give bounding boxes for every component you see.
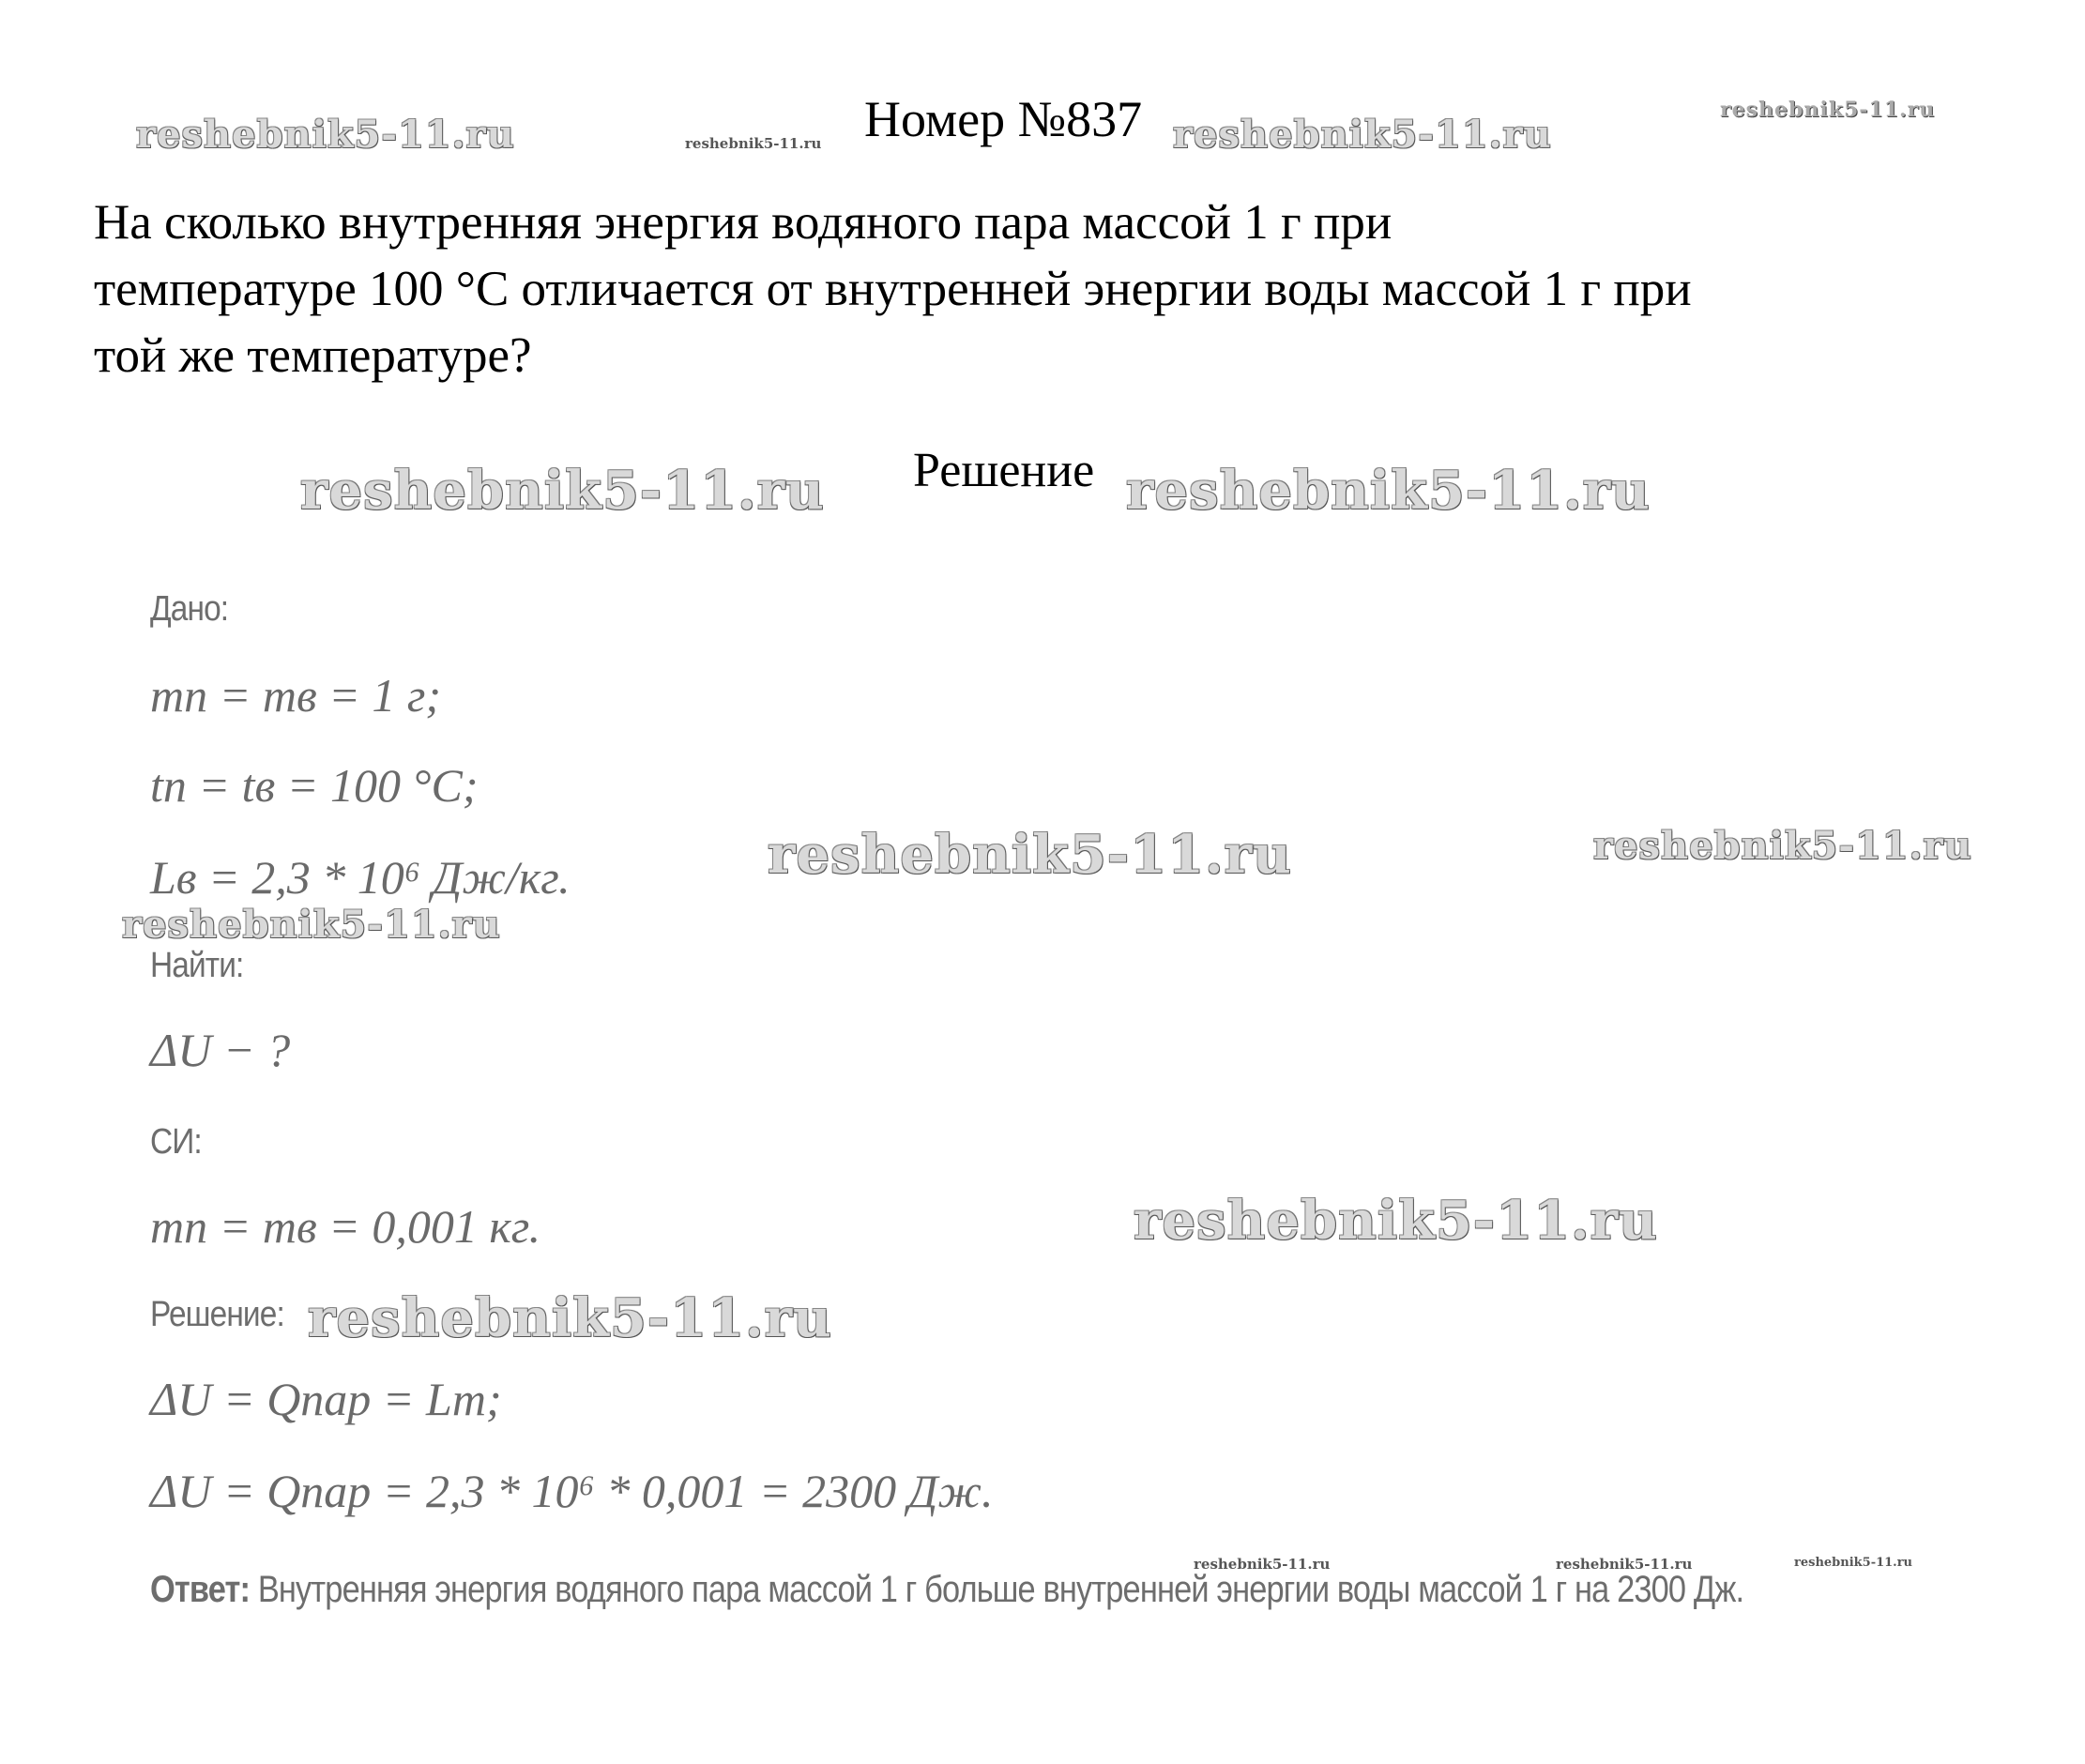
given-label: Дано: (150, 589, 229, 629)
si-label: СИ: (150, 1122, 202, 1162)
watermark: reshebnik5-11.ru (1720, 98, 1936, 122)
problem-line: На сколько внутренняя энергия водяного пара массой 1 г при (94, 195, 1393, 250)
watermark: reshebnik5-11.ru (308, 1287, 832, 1349)
problem-line: той же температуре? (94, 328, 532, 383)
watermark: reshebnik5-11.ru (1194, 1556, 1331, 1573)
find-line: ΔU − ? (150, 1024, 291, 1076)
watermark: reshebnik5-11.ru (1134, 1190, 1658, 1252)
solution-step: ΔU = Qпар = 2,3 * 10⁶ * 0,001 = 2300 Дж. (150, 1465, 994, 1517)
problem-number-title: Номер №837 (864, 91, 1143, 147)
watermark: reshebnik5-11.ru (1126, 460, 1651, 522)
problem-statement (94, 190, 2008, 389)
watermark: reshebnik5-11.ru (685, 135, 822, 152)
watermark: reshebnik5-11.ru (1556, 1556, 1693, 1573)
answer-label: Ответ: (150, 1569, 251, 1610)
watermark: reshebnik5-11.ru (1593, 824, 1972, 868)
watermark: reshebnik5-11.ru (136, 113, 515, 157)
answer (150, 1569, 1743, 1611)
given-line: Lв = 2,3 * 10⁶ Дж/кг. (150, 851, 571, 904)
find-label: Найти: (150, 946, 244, 985)
given-line: mп = mв = 1 г; (150, 669, 442, 722)
solution-step: ΔU = Qпар = Lm; (150, 1373, 502, 1425)
watermark: reshebnik5-11.ru (1173, 113, 1552, 157)
given-line: tп = tв = 100 °С; (150, 759, 479, 812)
watermark: reshebnik5-11.ru (1794, 1556, 1913, 1570)
watermark: reshebnik5-11.ru (300, 460, 825, 522)
si-line: mп = mв = 0,001 кг. (150, 1200, 541, 1253)
watermark: reshebnik5-11.ru (122, 903, 501, 947)
solution-heading: Решение (913, 444, 1095, 497)
answer-text: Внутренняя энергия водяного пара массой 1 г больше внутренней энергии воды массой 1 г на 2300 Дж. (257, 1569, 1744, 1610)
solution-label: Решение: (150, 1295, 284, 1334)
watermark: reshebnik5-11.ru (768, 824, 1292, 886)
problem-line: температуре 100 °С отличается от внутренней энергии воды массой 1 г при (94, 262, 1692, 316)
